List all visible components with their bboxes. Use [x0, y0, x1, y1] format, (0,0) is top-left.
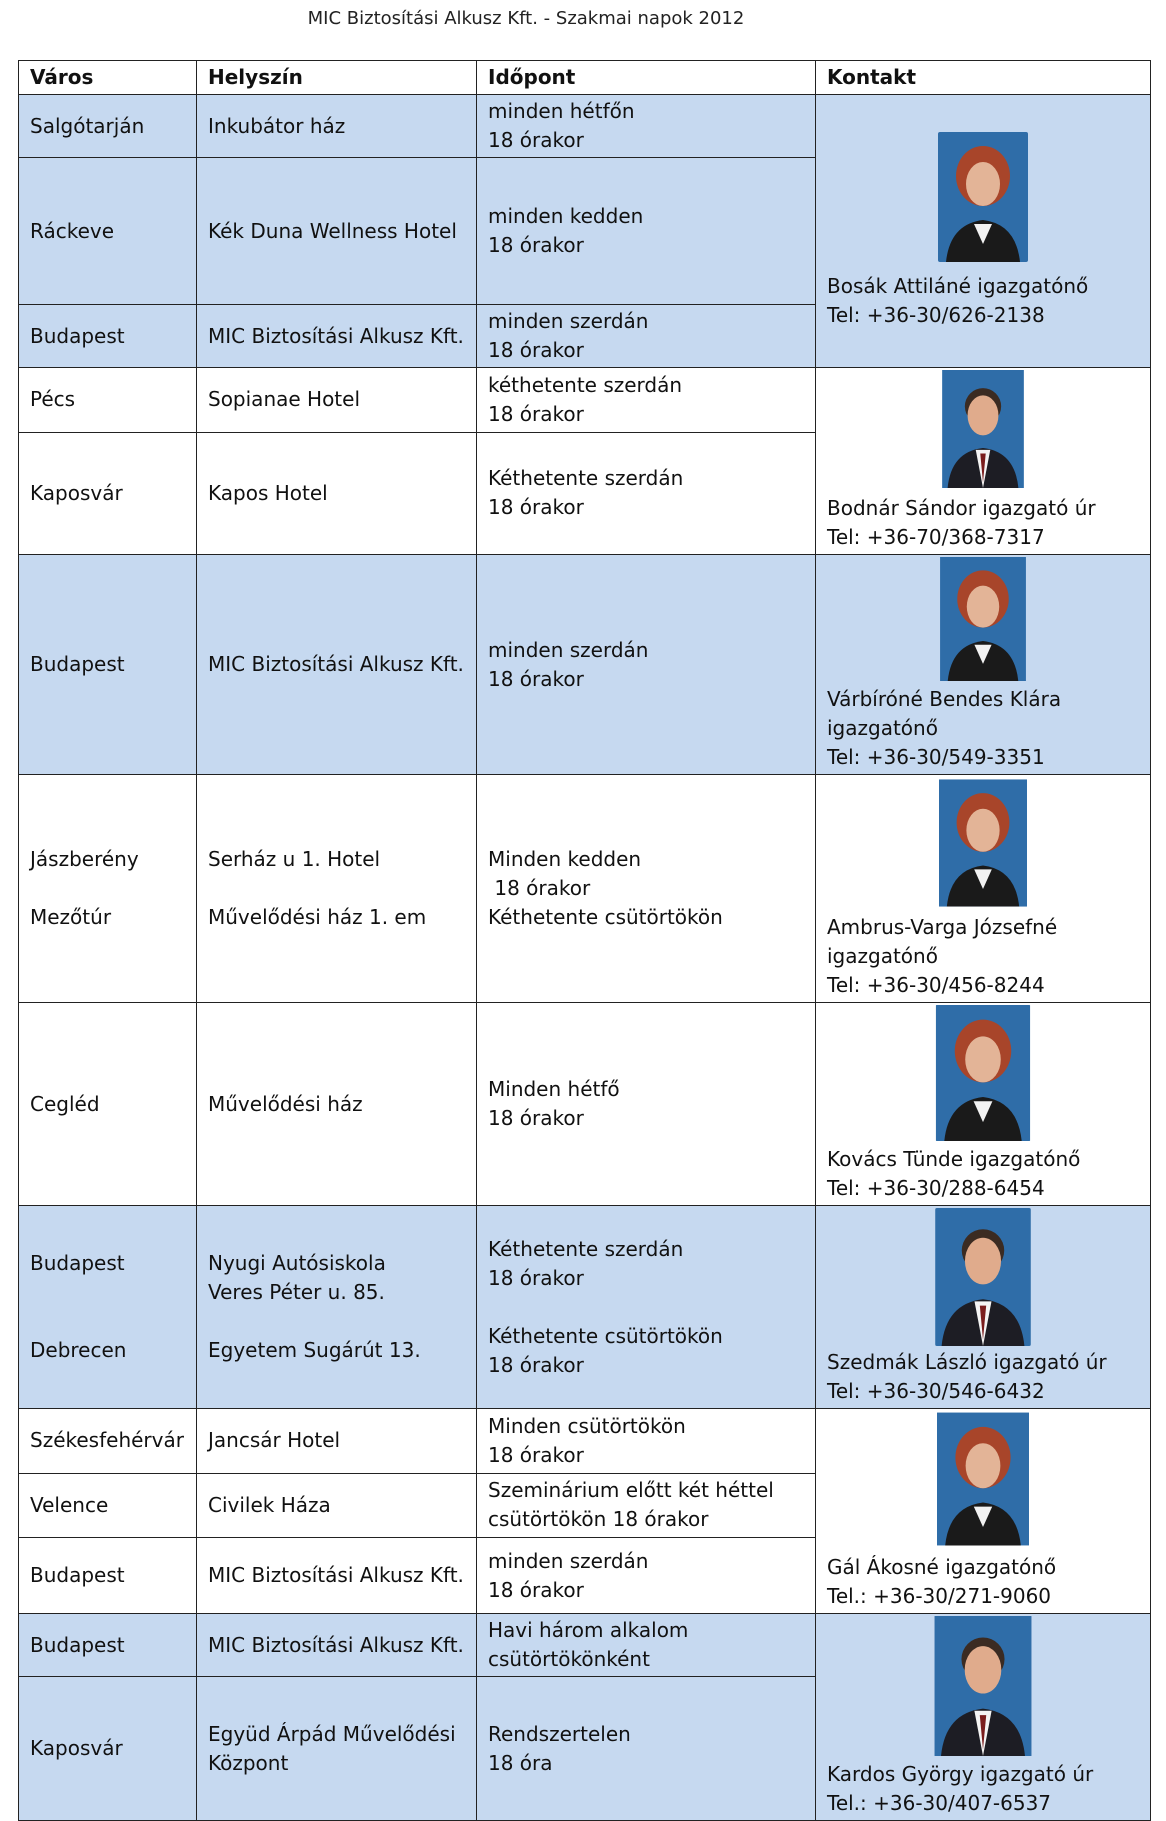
contact-name: Ambrus-Varga Józsefné — [827, 915, 1058, 939]
portrait-man-icon — [935, 1208, 1031, 1346]
schedule-table — [18, 60, 1151, 1821]
contact-name: Kovács Tünde igazgatónő — [827, 1147, 1081, 1171]
venue-cell: Kék Duna Wellness Hotel — [197, 158, 477, 305]
contact-name: Szedmák László igazgató úr — [827, 1350, 1107, 1374]
venue-cell: Nyugi Autósiskola Veres Péter u. 85. Egyetem Sugárút 13. — [197, 1206, 477, 1409]
city-cell: Ráckeve — [19, 158, 197, 305]
contact-phone: Tel: +36-30/546-6432 — [827, 1379, 1045, 1403]
header-city: Város — [19, 61, 197, 95]
contact-name: Bosák Attiláné igazgatónő — [827, 274, 1089, 298]
contact-phone: Tel: +36-30/549-3351 — [827, 745, 1045, 769]
city-cell: Székesfehérvár — [19, 1409, 197, 1474]
contact-cell — [816, 1003, 1151, 1206]
city-cell: Budapest — [19, 1614, 197, 1677]
city-cell: Pécs — [19, 368, 197, 433]
venue-cell: Jancsár Hotel — [197, 1409, 477, 1474]
contact-phone: Tel.: +36-30/407-6537 — [827, 1791, 1052, 1815]
city-cell: Budapest — [19, 305, 197, 368]
contact-phone: Tel: +36-30/456-8244 — [827, 973, 1045, 997]
city-cell: Budapest — [19, 1538, 197, 1614]
venue-cell: Inkubátor ház — [197, 95, 477, 158]
contact-cell — [816, 1206, 1151, 1409]
time-cell: minden szerdán 18 órakor — [477, 1538, 816, 1614]
contact-cell — [816, 1409, 1151, 1614]
contact-name: Kardos György igazgató úr — [827, 1762, 1094, 1786]
venue-cell: Civilek Háza — [197, 1473, 477, 1538]
portrait-man-icon — [933, 1616, 1033, 1756]
header-contact: Kontakt — [816, 61, 1151, 95]
venue-cell: Kapos Hotel — [197, 432, 477, 554]
contact-cell — [816, 95, 1151, 368]
page-title: MIC Biztosítási Alkusz Kft. - Szakmai napok 2012 — [307, 8, 745, 29]
table-row — [19, 1003, 1151, 1206]
header-venue: Helyszín — [197, 61, 477, 95]
venue-cell: Serház u 1. Hotel Művelődési ház 1. em — [197, 775, 477, 1003]
portrait-woman-icon — [938, 557, 1028, 681]
city-cell: Velence — [19, 1473, 197, 1538]
venue-cell: MIC Biztosítási Alkusz Kft. — [197, 1614, 477, 1677]
table-row — [19, 1614, 1151, 1677]
time-cell: Havi három alkalom csütörtökönként — [477, 1614, 816, 1677]
portrait-woman-icon — [937, 1411, 1029, 1547]
time-cell: Rendszertelen 18 óra — [477, 1677, 816, 1821]
contact-title: igazgatónő — [827, 716, 938, 740]
contact-name: Gál Ákosné igazgatónő — [827, 1555, 1057, 1579]
time-cell: minden szerdán 18 órakor — [477, 305, 816, 368]
contact-name: Bodnár Sándor igazgató úr — [827, 496, 1096, 520]
time-cell: kéthetente szerdán 18 órakor — [477, 368, 816, 433]
venue-cell: Együd Árpád Művelődési Központ — [197, 1677, 477, 1821]
table-row — [19, 775, 1151, 1003]
time-cell: minden kedden 18 órakor — [477, 158, 816, 305]
time-cell: Minden hétfő 18 órakor — [477, 1003, 816, 1206]
time-cell: Minden kedden 18 órakor Kéthetente csütörtökön — [477, 775, 816, 1003]
city-cell: Salgótarján — [19, 95, 197, 158]
time-cell: minden szerdán 18 órakor — [477, 555, 816, 775]
contact-phone: Tel: +36-30/288-6454 — [827, 1176, 1045, 1200]
table-row — [19, 95, 1151, 158]
table-row — [19, 555, 1151, 775]
contact-cell — [816, 555, 1151, 775]
contact-cell — [816, 1614, 1151, 1821]
venue-cell: Művelődési ház — [197, 1003, 477, 1206]
table-row — [19, 368, 1151, 433]
time-cell: minden hétfőn 18 órakor — [477, 95, 816, 158]
venue-cell: Sopianae Hotel — [197, 368, 477, 433]
contact-phone: Tel: +36-30/626-2138 — [827, 303, 1045, 327]
city-cell: Jászberény Mezőtúr — [19, 775, 197, 1003]
contact-cell — [816, 775, 1151, 1003]
portrait-woman-icon — [939, 777, 1027, 909]
table-row — [19, 1206, 1151, 1409]
portrait-man-icon — [940, 370, 1026, 488]
city-cell: Budapest Debrecen — [19, 1206, 197, 1409]
city-cell: Kaposvár — [19, 1677, 197, 1821]
time-cell: Kéthetente szerdán 18 órakor Kéthetente csütörtökön 18 órakor — [477, 1206, 816, 1409]
venue-cell: MIC Biztosítási Alkusz Kft. — [197, 1538, 477, 1614]
table-row — [19, 1409, 1151, 1474]
time-cell: Minden csütörtökön 18 órakor — [477, 1409, 816, 1474]
venue-cell: MIC Biztosítási Alkusz Kft. — [197, 305, 477, 368]
time-cell: Kéthetente szerdán 18 órakor — [477, 432, 816, 554]
header-row — [19, 61, 1151, 95]
header-time: Időpont — [477, 61, 816, 95]
time-cell: Szeminárium előtt két héttel csütörtökön 18 órakor — [477, 1473, 816, 1538]
contact-phone: Tel.: +36-30/271-9060 — [827, 1584, 1052, 1608]
contact-phone: Tel: +36-70/368-7317 — [827, 525, 1045, 549]
city-cell: Cegléd — [19, 1003, 197, 1206]
city-cell: Kaposvár — [19, 432, 197, 554]
portrait-woman-icon — [935, 1005, 1031, 1141]
contact-title: igazgatónő — [827, 944, 938, 968]
city-cell: Budapest — [19, 555, 197, 775]
venue-cell: MIC Biztosítási Alkusz Kft. — [197, 555, 477, 775]
contact-cell — [816, 368, 1151, 555]
contact-name: Várbíróné Bendes Klára — [827, 687, 1062, 711]
portrait-woman-icon — [938, 132, 1028, 262]
